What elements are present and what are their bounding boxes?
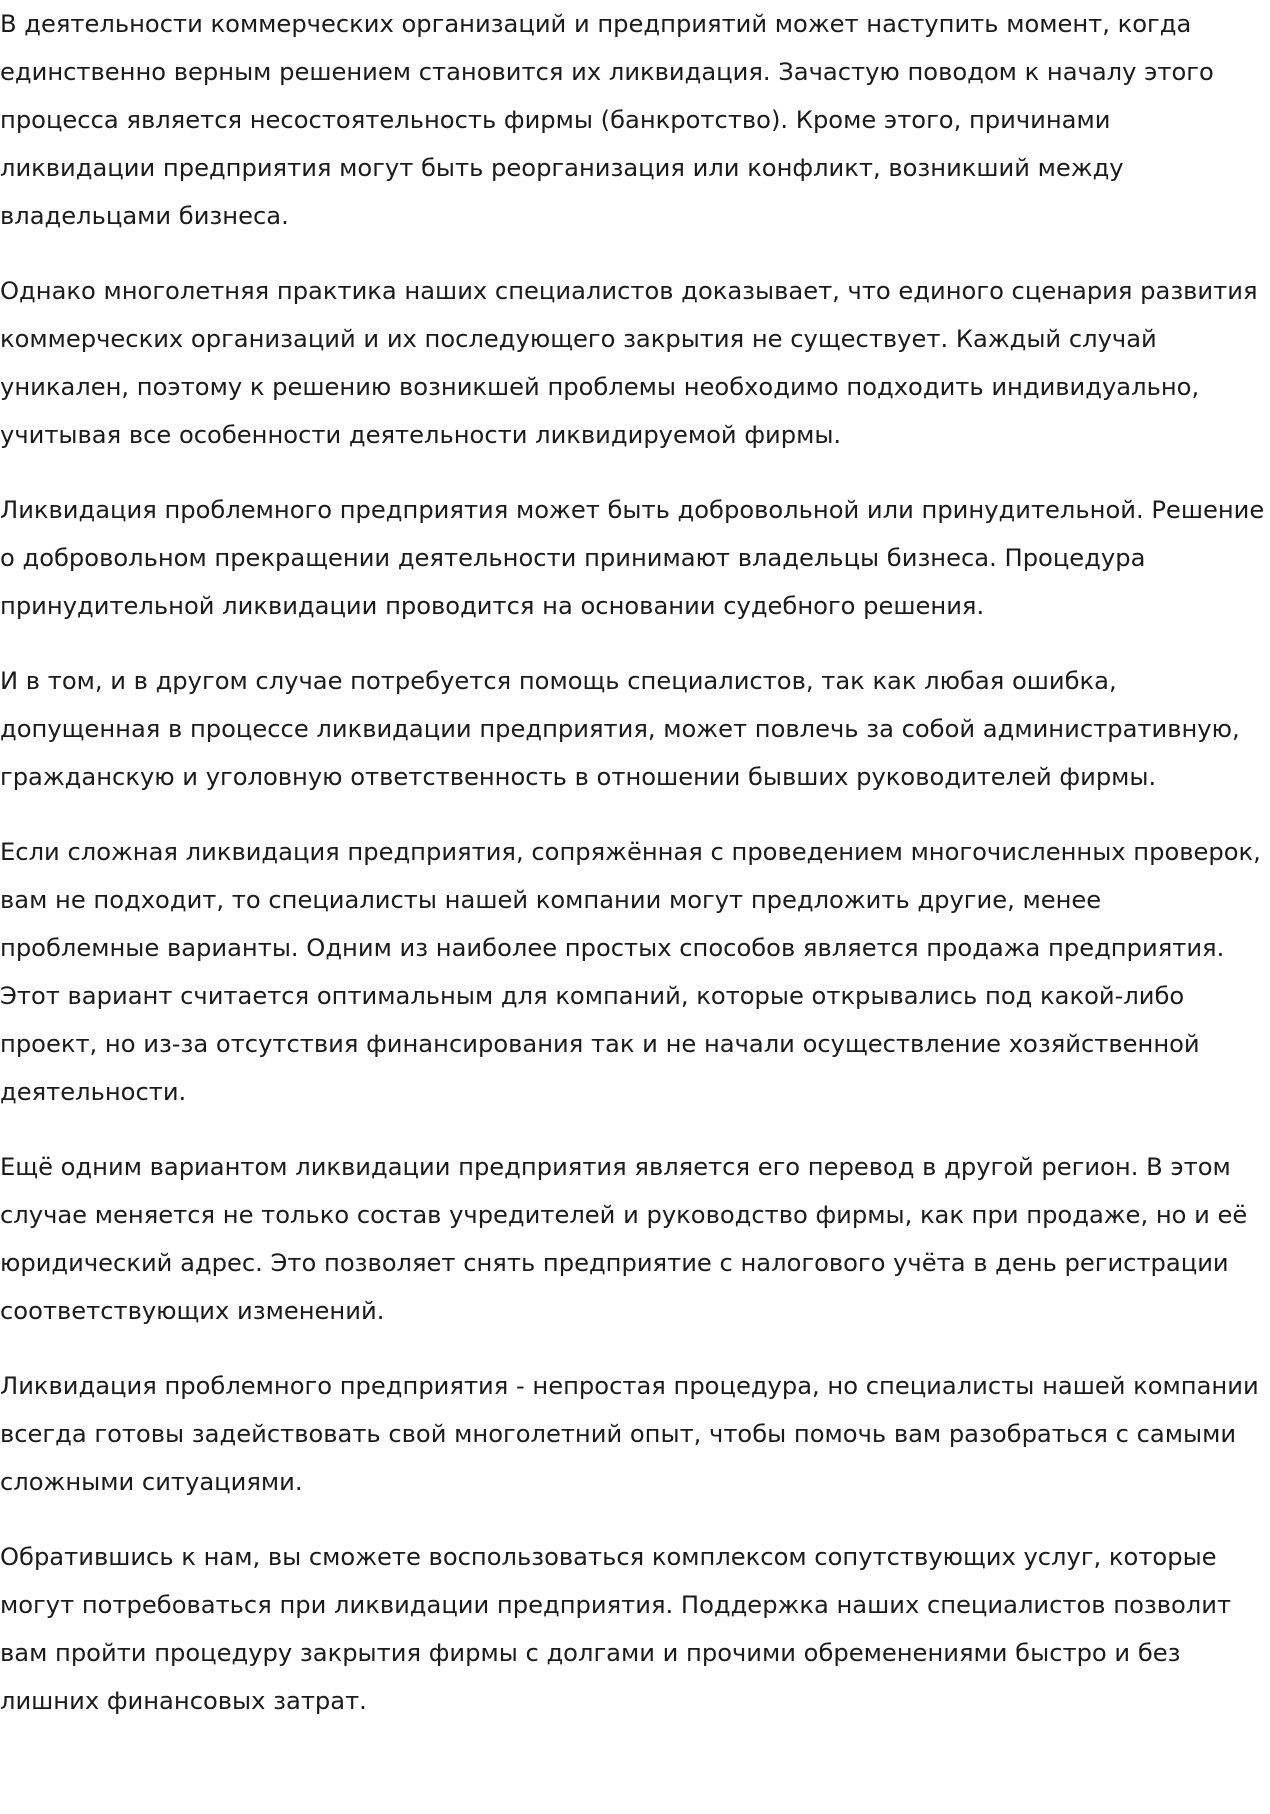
paragraph-2: Однако многолетняя практика наших специалистов доказывает, что единого сценария развития коммерческих организаций и их последующего закрытия не существует. Каждый случай уникален, поэтому к решению возникшей проблемы необходимо подходить индивидуально, учитывая все особенности деятельности ликвидируемой фирмы. xyxy=(0,277,1258,449)
paragraph-7: Ликвидация проблемного предприятия - непростая процедура, но специалисты нашей компании всегда готовы задействовать свой многолетний опыт, чтобы помочь вам разобраться с самыми сложными ситуациями. xyxy=(0,1372,1259,1496)
paragraph-8: Обратившись к нам, вы сможете воспользоваться комплексом сопутствующих услуг, которые могут потребоваться при ликвидации предприятия. Поддержка наших специалистов позволит вам пройти процедуру закрытия фирмы с долгами и прочими обременениями быстро и без лишних финансовых затрат. xyxy=(0,1543,1232,1715)
paragraph-6: Ещё одним вариантом ликвидации предприятия является его перевод в другой регион. В этом случае меняется не только состав учредителей и руководство фирмы, как при продаже, но и её юридический адрес. Это позволяет снять предприятие с налогового учёта в день регистрации соответствующих изменений. xyxy=(0,1153,1248,1325)
paragraph-1: В деятельности коммерческих организаций и предприятий может наступить момент, когда единственно верным решением становится их ликвидация. Зачастую поводом к началу этого процесса является несостоятельность фирмы (банкротство). Кроме этого, причинами ликвидации предприятия могут быть реорганизация или конфликт, возникший между владельцами бизнеса. xyxy=(0,10,1214,230)
paragraph-5: Если сложная ликвидация предприятия, сопряжённая с проведением многочисленных проверок, вам не подходит, то специалисты нашей компании могут предложить другие, менее проблемные варианты. Одним из наиболее простых способов является продажа предприятия. Этот вариант считается оптимальным для компаний, которые открывались под какой-либо проект, но из-за отсутствия финансирования так и не начали осуществление хозяйственной деятельности. xyxy=(0,838,1261,1106)
paragraph-4: И в том, и в другом случае потребуется помощь специалистов, так как любая ошибка, допущенная в процессе ликвидации предприятия, может повлечь за собой административную, гражданскую и уголовную ответственность в отношении бывших руководителей фирмы. xyxy=(0,667,1240,791)
paragraph-3: Ликвидация проблемного предприятия может быть добровольной или принудительной. Решение о добровольном прекращении деятельности принимают владельцы бизнеса. Процедура принудительной ликвидации проводится на основании судебного решения. xyxy=(0,496,1265,620)
